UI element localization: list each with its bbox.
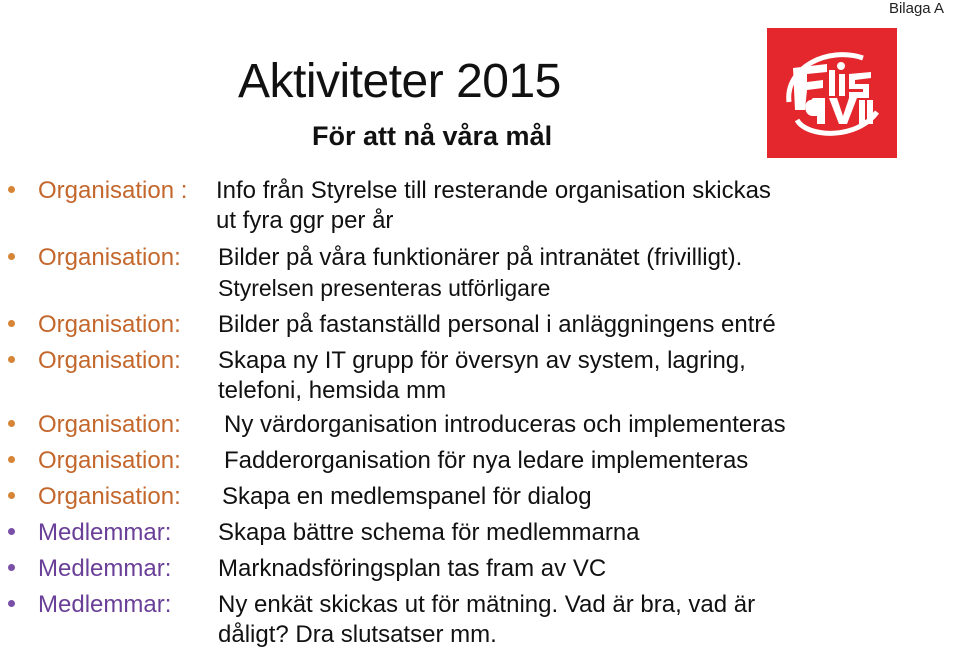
page-subtitle: För att nå våra mål	[312, 121, 553, 151]
item-category: Organisation:	[38, 347, 181, 374]
item-category: Medlemmar:	[38, 519, 172, 546]
bullet-icon	[8, 528, 15, 535]
item-description: Bilder på fastanställd personal i anläggningens entré	[218, 311, 776, 338]
item-category: Medlemmar:	[38, 555, 172, 582]
bullet-icon	[8, 600, 15, 607]
bullet-icon	[8, 253, 15, 260]
bullet-icon	[8, 356, 15, 363]
friskis-svettis-logo	[767, 28, 897, 158]
item-description: Fadderorganisation för nya ledare implementeras	[224, 447, 749, 474]
item-description: Ny värdorganisation introduceras och implementeras	[224, 411, 786, 438]
item-category: Organisation:	[38, 244, 181, 271]
bullet-icon	[8, 320, 15, 327]
item-description: Ny enkät skickas ut för mätning. Vad är bra, vad är dåligt? Dra slutsatser mm.	[218, 591, 756, 648]
item-category: Organisation:	[38, 483, 181, 510]
item-description: Skapa en medlemspanel för dialog	[222, 483, 592, 510]
bullet-icon	[8, 456, 15, 463]
bullet-icon	[8, 564, 15, 571]
item-category: Medlemmar:	[38, 591, 172, 618]
bullet-icon	[8, 186, 15, 193]
item-category: Organisation:	[38, 411, 181, 438]
item-description: Marknadsföringsplan tas fram av VC	[218, 555, 607, 582]
item-category: Organisation :	[38, 177, 188, 204]
item-category: Organisation:	[38, 311, 181, 338]
page-title: Aktiviteter 2015	[238, 55, 561, 108]
appendix-tag: Bilaga A	[888, 0, 944, 17]
item-description: Skapa ny IT grupp för översyn av system, lagring, telefoni, hemsida mm	[218, 347, 746, 404]
bullet-icon	[8, 492, 15, 499]
item-description: Skapa bättre schema för medlemmarna	[218, 519, 640, 546]
item-description: Info från Styrelse till resterande organisation skickas ut fyra ggr per år	[216, 177, 771, 234]
item-category: Organisation:	[38, 447, 181, 474]
bullet-icon	[8, 420, 15, 427]
item-description: Bilder på våra funktionärer på intranätet (frivilligt). Styrelsen presenteras utförligare	[218, 244, 743, 301]
